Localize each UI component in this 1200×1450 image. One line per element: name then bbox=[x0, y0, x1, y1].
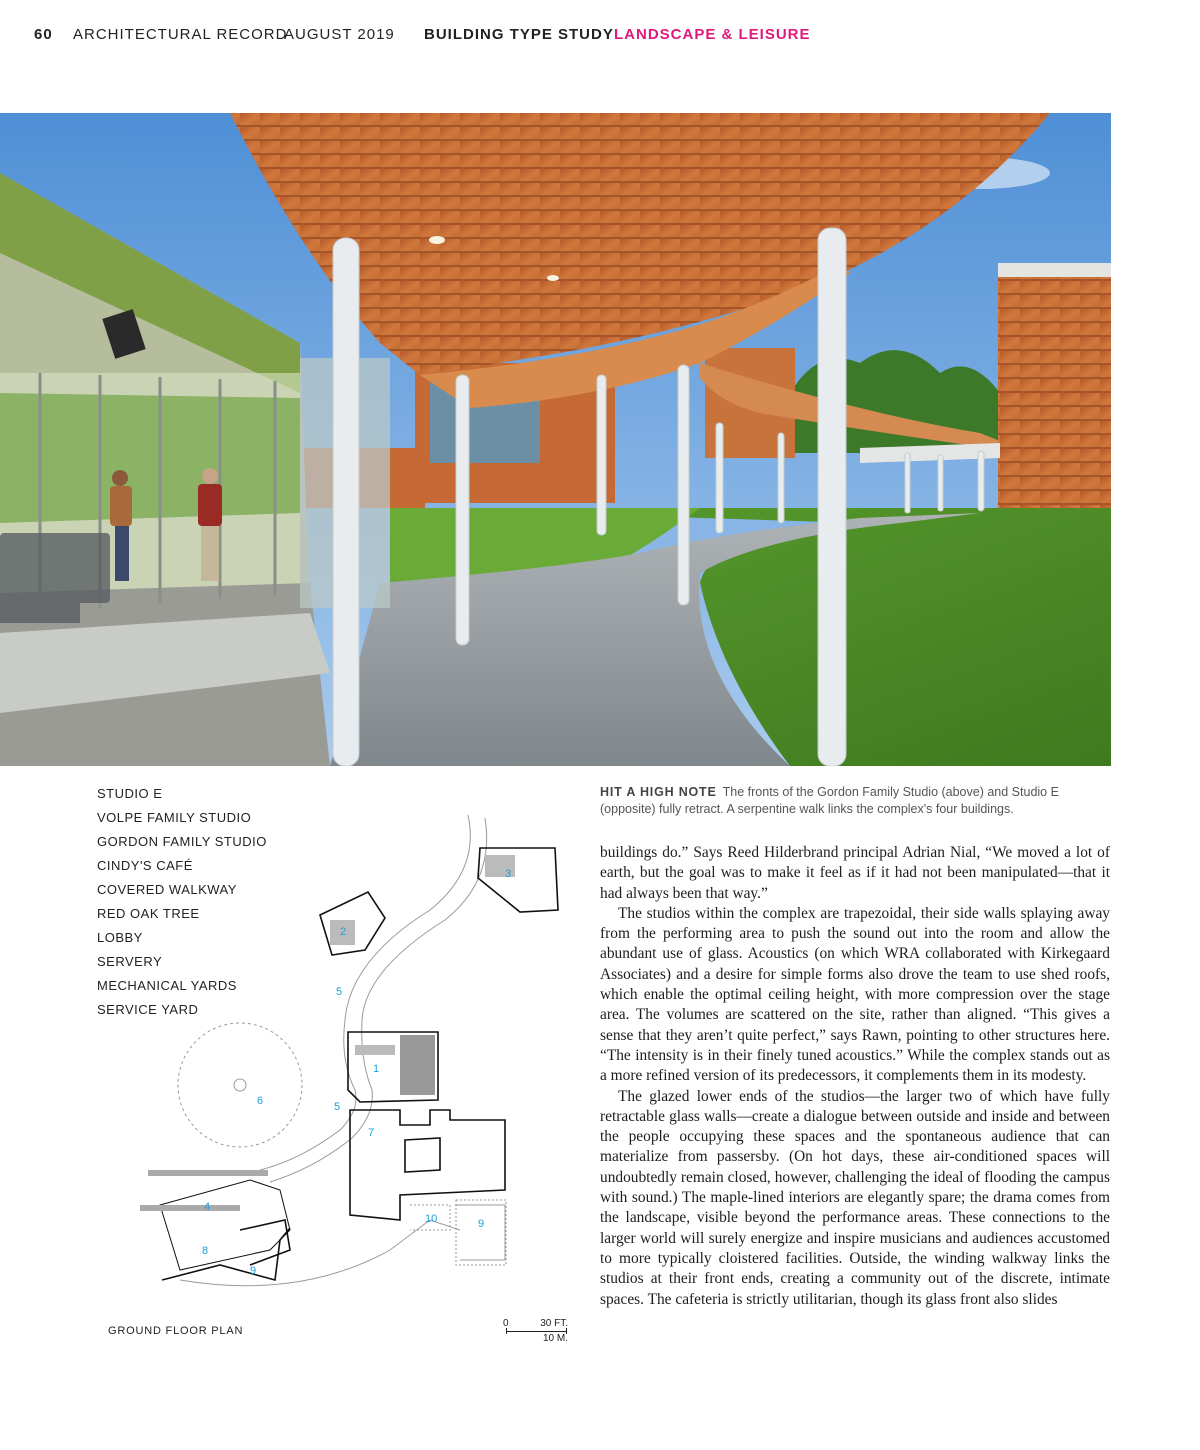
legend-label: COVERED WALKWAY bbox=[97, 882, 237, 897]
running-header bbox=[34, 24, 1160, 48]
plan-title: GROUND FLOOR PLAN bbox=[108, 1325, 244, 1337]
legend-label: MECHANICAL YARDS bbox=[97, 978, 237, 993]
legend-label: VOLPE FAMILY STUDIO bbox=[97, 810, 252, 825]
marker-9a: 9 bbox=[250, 1265, 257, 1277]
section-topic: LANDSCAPE & LEISURE bbox=[614, 26, 811, 43]
legend-label: LOBBY bbox=[97, 930, 143, 945]
legend-label: STUDIO E bbox=[97, 786, 163, 801]
marker-1: 1 bbox=[373, 1063, 380, 1075]
body-paragraph: The studios within the complex are trapezoidal, their side walls splaying away from the performing area to push the sound out into the room and allow the abundant use of glass. Acoustics (on which WRA collaborated with Kirkegaard Associates) and a desire for simple forms also drove the team to use shed roofs, which enable the optimal ceiling height, with more compression over the stage area. The volumes are scattered on the site, rather than aligned. “This gives a sense that they aren’t quite perfect,” says Rawn, pointing to other structures here. “The intensity is in their finely tuned acoustics.” While the complex stands out as a more refined version of its predecessors, it complements them in its modesty. bbox=[600, 904, 1110, 1085]
marker-9b: 9 bbox=[478, 1218, 485, 1230]
covered-walkway-photo bbox=[0, 113, 1111, 766]
body-paragraph: buildings do.” Says Reed Hilderbrand principal Adrian Nial, “We moved a lot of earth, but the goal was to make it feel as if it had not been manipulated—that it had always been that way.” bbox=[600, 844, 1110, 902]
legend-label: GORDON FAMILY STUDIO bbox=[97, 834, 267, 849]
marker-7: 7 bbox=[368, 1127, 375, 1139]
legend-label: SERVERY bbox=[97, 954, 163, 969]
scale-tick bbox=[506, 1328, 507, 1334]
section-label: BUILDING TYPE STUDY bbox=[424, 26, 614, 43]
floor-plan-drawing bbox=[100, 810, 590, 1330]
article-body bbox=[600, 843, 1110, 1310]
hero-photo bbox=[0, 113, 1111, 766]
issue-date: AUGUST 2019 bbox=[284, 26, 395, 43]
marker-10: 10 bbox=[425, 1213, 438, 1225]
marker-5b: 5 bbox=[334, 1101, 341, 1113]
scale-meters: 10 M. bbox=[542, 1333, 568, 1344]
page-number: 60 bbox=[34, 26, 53, 43]
ground-floor-plan bbox=[100, 810, 590, 1330]
marker-8: 8 bbox=[202, 1245, 209, 1257]
scale-bar bbox=[500, 1318, 574, 1348]
scale-feet: 30 FT. bbox=[540, 1318, 568, 1329]
body-paragraph: The glazed lower ends of the studios—the larger two of which have fully retractable glass walls—create a dialogue between outside and inside and between the people occupying these spaces and the spontaneous audience that can materialize from passersby. (On hot days, these air-conditioned spaces will undoubtedly remain closed, however, challenging the ideal of flooding the campus with sound.) The maple-lined interiors are elegantly spare; the drama comes from the landscape, visible beyond the performance areas. These connections to the larger world will surely energize and inspire musicians and audiences accustomed to more typically cloistered facilities. Outside, the winding walkway links the studios at their front ends, creating a community out of the discrete, intimate spaces. The cafeteria is strictly utilitarian, though its glass front also slides bbox=[600, 1087, 1110, 1308]
legend-label: CINDY'S CAFÉ bbox=[97, 858, 193, 873]
caption-title: HIT A HIGH NOTE bbox=[600, 785, 717, 799]
photo-caption bbox=[600, 784, 1100, 818]
legend-label: RED OAK TREE bbox=[97, 906, 200, 921]
marker-3: 3 bbox=[505, 868, 512, 880]
marker-5a: 5 bbox=[336, 986, 343, 998]
legend-label: SERVICE YARD bbox=[97, 1002, 199, 1017]
caption-text: The fronts of the Gordon Family Studio (above) and Studio E (opposite) fully retract. A serpentine walk links the complex's four buildings. bbox=[600, 785, 1059, 816]
marker-2: 2 bbox=[340, 926, 347, 938]
marker-4: 4 bbox=[204, 1201, 211, 1213]
scale-line bbox=[506, 1331, 566, 1332]
scale-zero: 0 bbox=[503, 1318, 509, 1329]
marker-6: 6 bbox=[257, 1095, 264, 1107]
magazine-name: ARCHITECTURAL RECORD bbox=[73, 26, 288, 43]
